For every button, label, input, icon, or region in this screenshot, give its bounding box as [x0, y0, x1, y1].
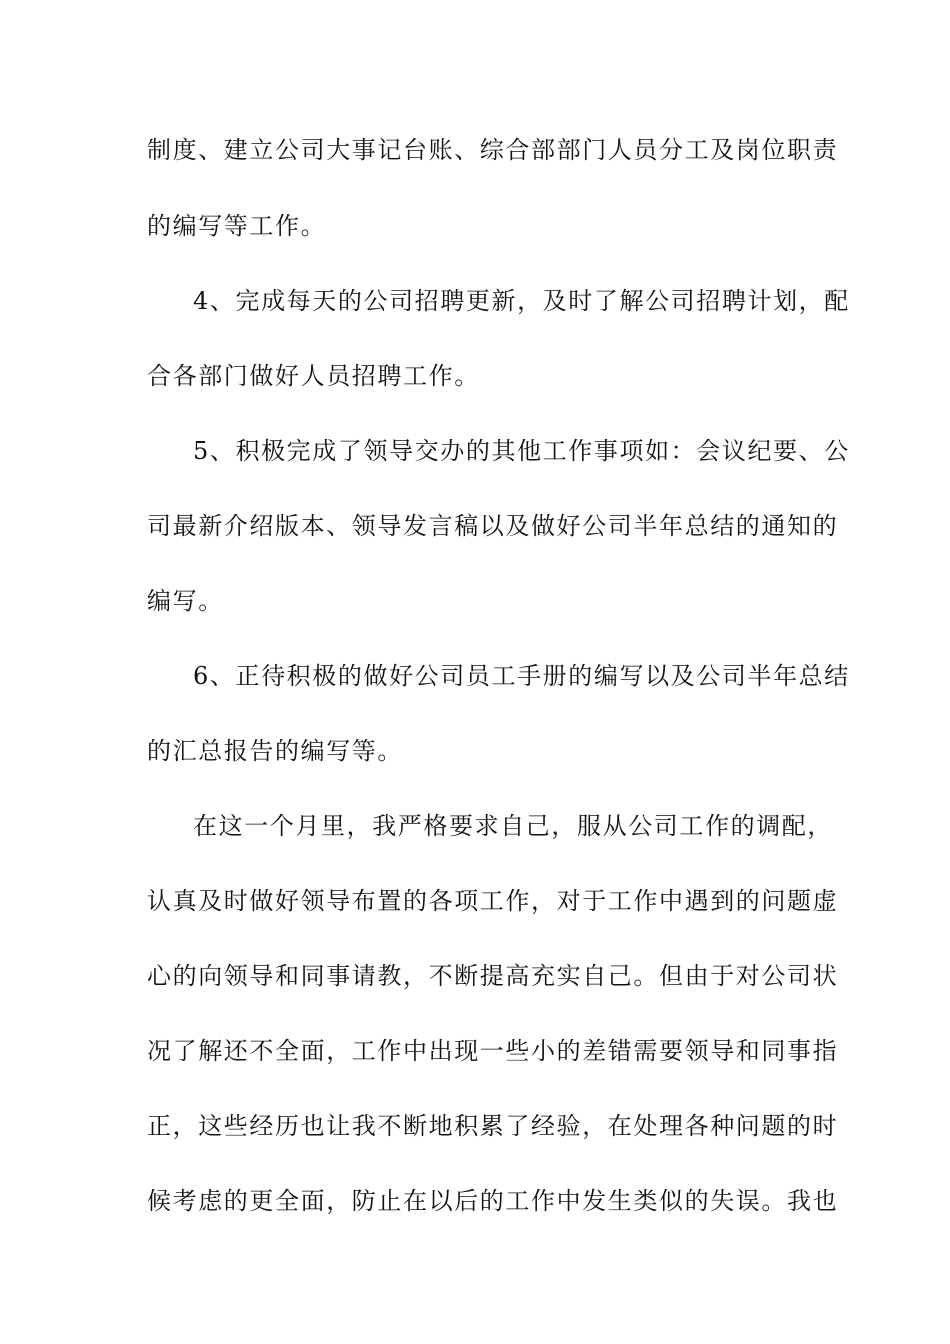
text-line: 合各部门做好人员招聘工作。 [147, 362, 480, 390]
text-line: 候考虑的更全面，防止在以后的工作中发生类似的失误。我也 [147, 1187, 839, 1215]
text-line: 的编写等工作。 [147, 212, 327, 240]
text-line: 4、完成每天的公司招聘更新，及时了解公司招聘计划，配 [193, 287, 850, 315]
text-line: 心的向领导和同事请教，不断提高充实自己。但由于对公司状 [147, 962, 839, 990]
text-line: 制度、建立公司大事记台账、综合部部门人员分工及岗位职责 [147, 136, 839, 164]
text-line: 认真及时做好领导布置的各项工作，对于工作中遇到的问题虚 [147, 887, 839, 915]
text-line: 司最新介绍版本、领导发言稿以及做好公司半年总结的通知的 [147, 512, 839, 540]
text-line: 正，这些经历也让我不断地积累了经验，在处理各种问题的时 [147, 1112, 839, 1140]
text-line: 编写。 [147, 587, 224, 615]
text-line: 5、积极完成了领导交办的其他工作事项如：会议纪要、公 [193, 437, 850, 465]
text-line: 在这一个月里，我严格要求自己，服从公司工作的调配， [193, 812, 833, 840]
text-line: 6、正待积极的做好公司员工手册的编写以及公司半年总结 [193, 662, 850, 690]
text-line: 的汇总报告的编写等。 [147, 737, 403, 765]
text-line: 况了解还不全面，工作中出现一些小的差错需要领导和同事指 [147, 1037, 839, 1065]
